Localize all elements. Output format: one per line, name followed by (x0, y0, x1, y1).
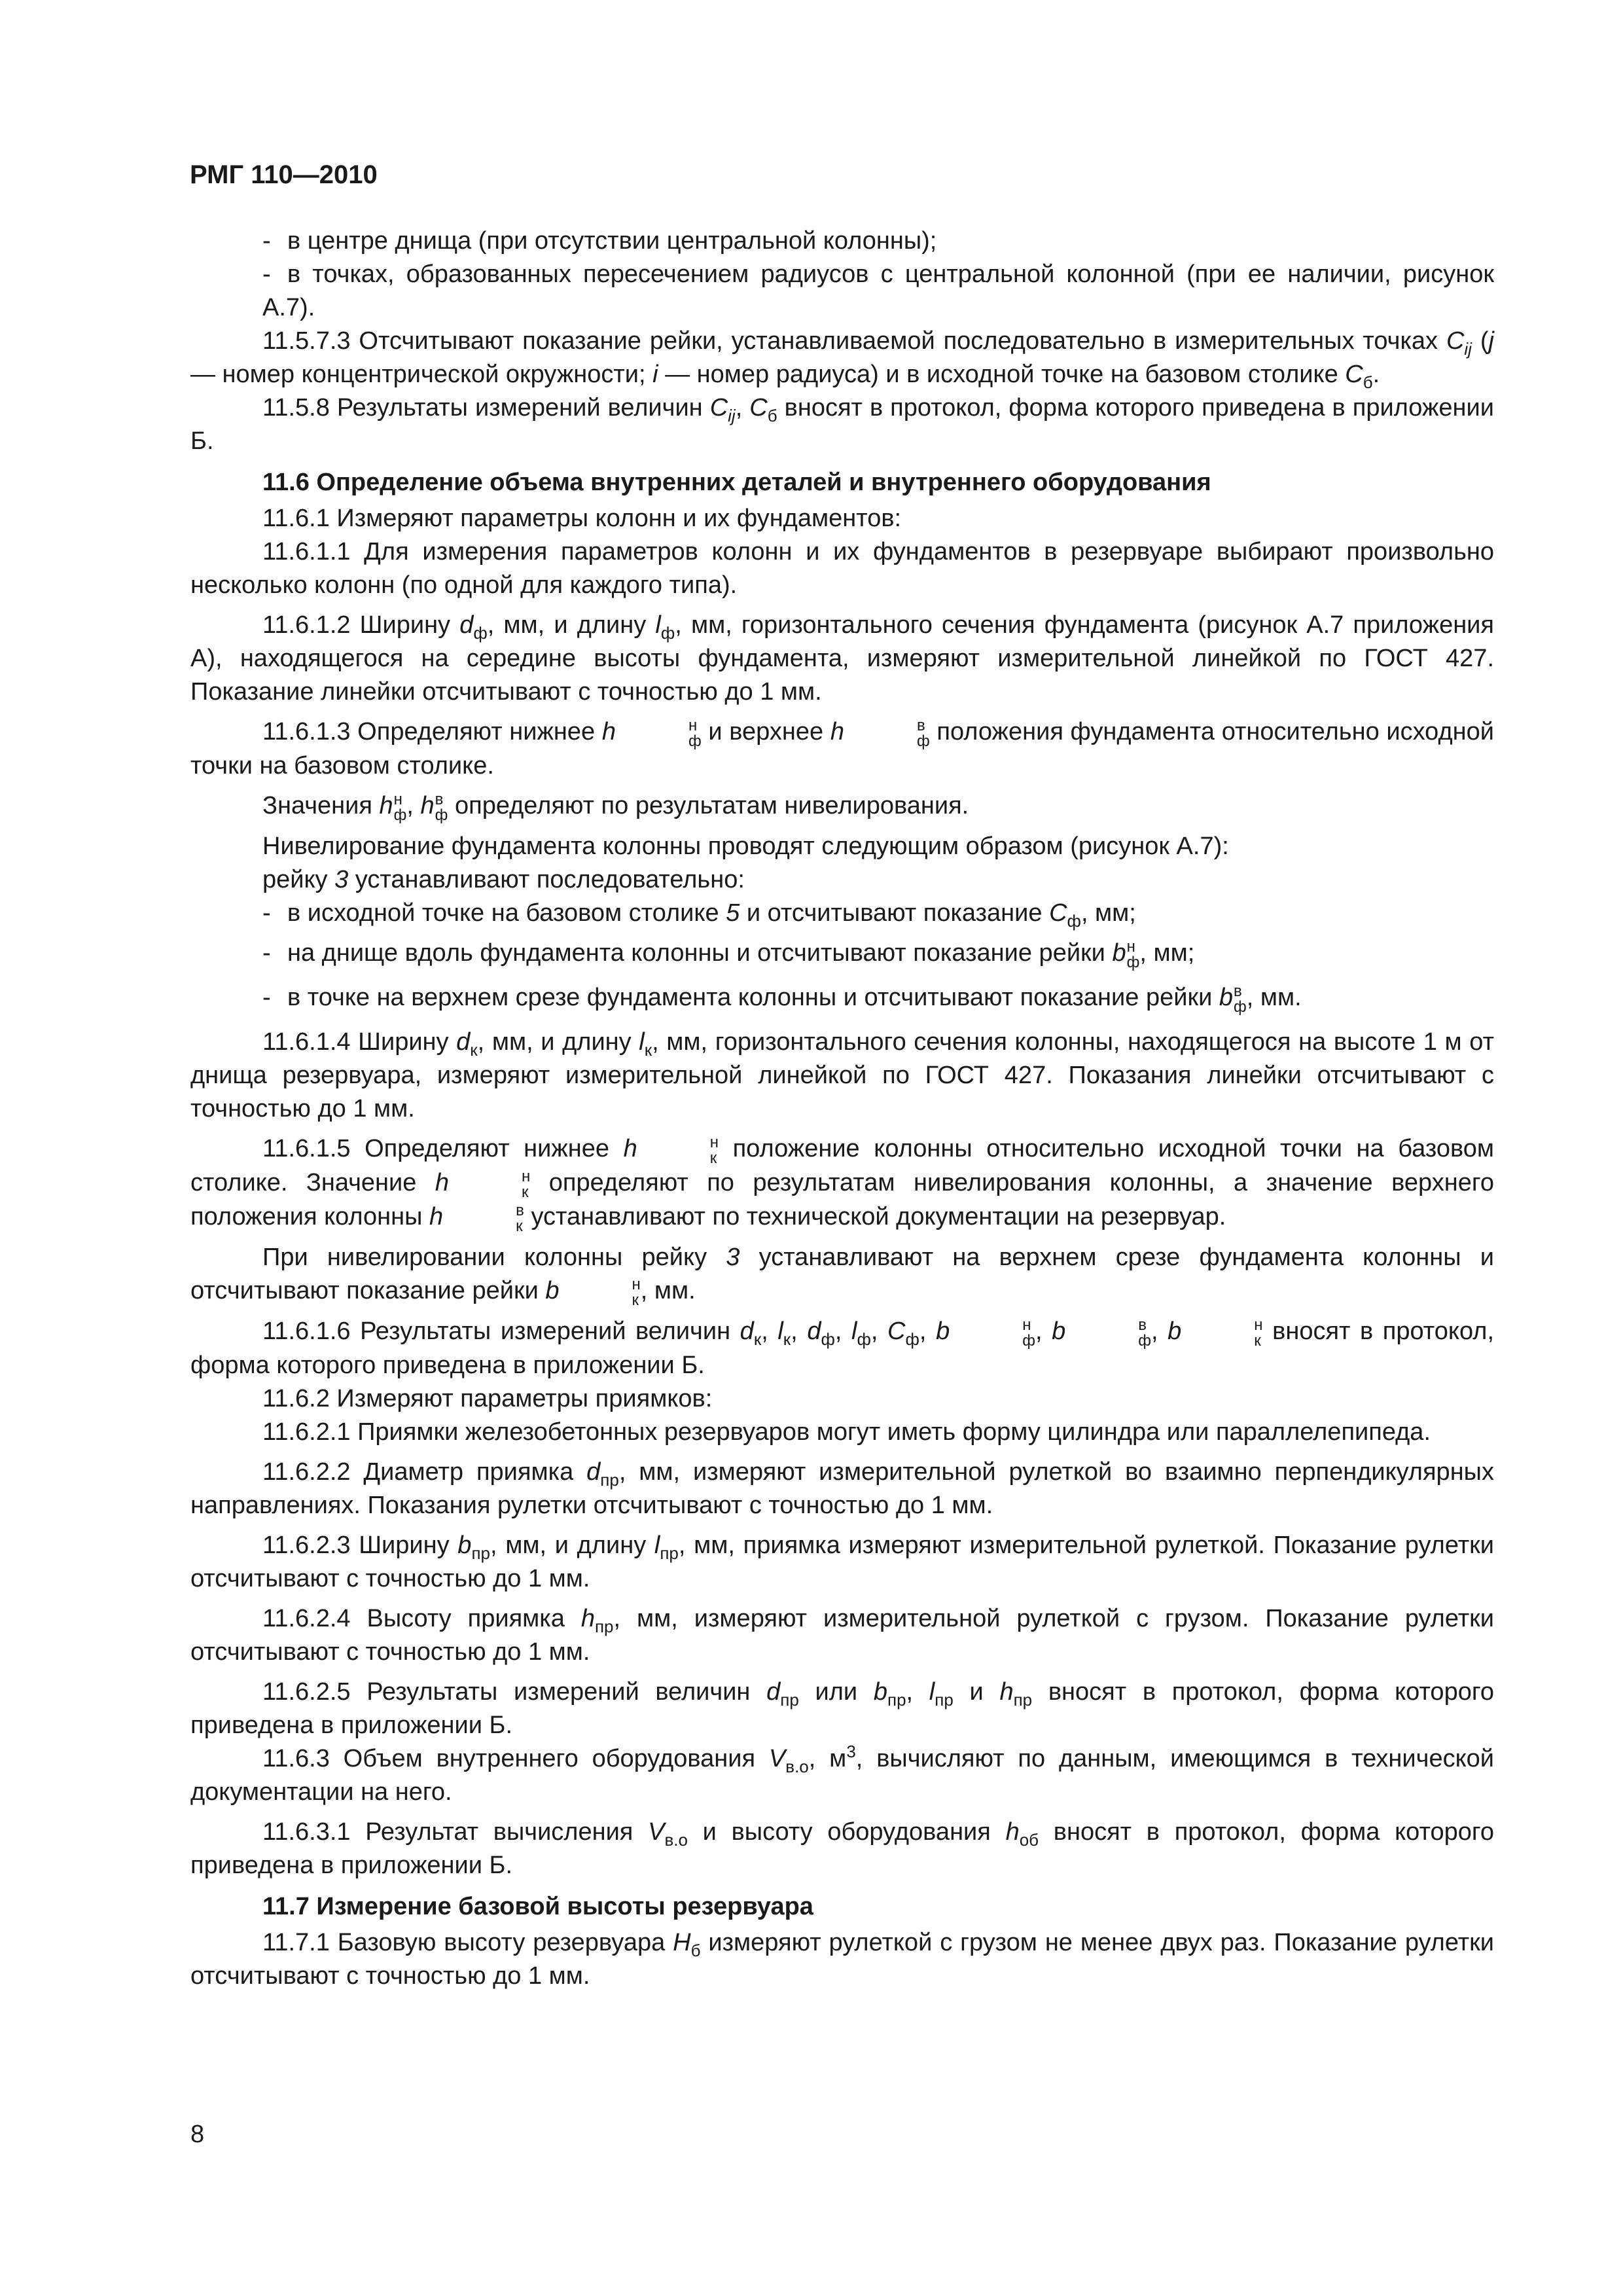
paragraph-11-6-2-4: 11.6.2.4 Высоту приямка $h_{пр}$, мм, измеряют измерительной рулеткой с грузом. Показание рулетки отсчитывают с точностью до 1 мм. (190, 1605, 1494, 1666)
paragraph-leveling: Нивелирование фундамента колонны проводят следующим образом (рисунок А.7): (262, 833, 1229, 860)
list-item-dash: - в исходной точке на базовом столике 5 и отсчитывают показание $C_ф$, мм; (262, 899, 1136, 931)
paragraph-11-6-1-2: 11.6.1.2 Ширину $d_ф$, мм, и длину $l_ф$, мм, горизонтального сечения фундамента (рисунок А.7 приложения А), находящегося на середине высоты фундамента, измеряют измерительной линейкой по ГОСТ 427. Показание линейки отсчитывают с точностью до 1 мм. (190, 611, 1494, 706)
paragraph-11-6-2-5: 11.6.2.5 Результаты измерений величин $d_{пр}$ или $b_{пр}$, $l_{пр}$ и $h_{пр}$ вносят в протокол, форма которого приведена в приложении Б. (190, 1678, 1494, 1739)
paragraph-11-6-1: 11.6.1 Измеряют параметры колонн и их фундаментов: (262, 505, 902, 532)
paragraph-11-6-2-2: 11.6.2.2 Диаметр приямка $d_{пр}$, мм, измеряют измерительной рулеткой во взаимно перпендикулярных направлениях. Показания рулетки отсчитывают с точностью до 1 мм. (190, 1458, 1494, 1519)
paragraph-11-6-1-5: 11.6.1.5 Определяют нижнее h н к положение колонны относительно исходной точки на базовом столике. Значение h н к определяют по результатам нивелирования колонны, а значение верхнего положения колонны h в к устанавливают по технической документации на резервуар. (190, 1134, 1494, 1235)
paragraph-11-6-1-3: 11.6.1.3 Определяют нижнее h н ф и верхнее h в ф положения фундамента относительно исходной точки на базовом столике. (190, 717, 1494, 780)
list-item-dash: - в центре днища (при отсутствии центральной колонны); (262, 227, 937, 255)
document-id-header: РМГ 110—2010 (190, 160, 378, 189)
paragraph-11-6-2: 11.6.2 Измеряют параметры приямков: (262, 1385, 713, 1412)
paragraph-11-6-3-1: 11.6.3.1 Результат вычисления $V_{в.о}$ и высоту оборудования $h_{об}$ вносят в протокол, форма которого приведена в приложении Б. (190, 1818, 1494, 1879)
paragraph-11-6-2-1: 11.6.2.1 Приямки железобетонных резервуаров могут иметь форму цилиндра или параллелепипеда. (262, 1418, 1431, 1446)
paragraph-11-6-2-3: 11.6.2.3 Ширину $b_{пр}$, мм, и длину $l_{пр}$, мм, приямка измеряют измерительной рулеткой. Показание рулетки отсчитывают с точностью до 1 мм. (190, 1532, 1494, 1592)
paragraph-11-6-3: 11.6.3 Объем внутреннего оборудования $V_{в.о}$, $м^3$, вычисляют по данным, имеющимся в технической документации на него. (190, 1742, 1494, 1806)
list-item-dash: - в точке на верхнем срезе фундамента колонны и отсчитывают показание рейки b в ф , мм. (262, 982, 1302, 1016)
paragraph-11-7-1: 11.7.1 Базовую высоту резервуара $H_б$ измеряют рулеткой с грузом не менее двух раз. Показание рулетки отсчитывают с точностью до 1 мм. (190, 1929, 1494, 1990)
section-heading-11-7: 11.7 Измерение базовой высоты резервуара (262, 1893, 813, 1920)
list-item-dash: - на днище вдоль фундамента колонны и отсчитывают показание рейки b н ф , мм; (262, 938, 1195, 971)
paragraph-11-5-7-3: 11.5.7.3 Отсчитывают показание рейки, устанавливаемой последовательно в измерительных точках $C_{ij}$ (j — номер концентрической окружности; i — номер радиуса) и в исходной точке на базовом столике $C_б$. (190, 327, 1494, 392)
paragraph-11-6-1-1: 11.6.1.1 Для измерения параметров колонн и их фундаментов в резервуаре выбирают произвольно несколько колонн (по одной для каждого типа). (190, 538, 1494, 599)
section-heading-11-6: 11.6 Определение объема внутренних деталей и внутреннего оборудования (262, 469, 1211, 496)
list-item-dash: - в точках, образованных пересечением радиусов с центральной колонной (при ее наличии, рисунок А.7). (262, 260, 1494, 321)
paragraph-11-6-1-6: 11.6.1.6 Результаты измерений величин $d_к$, $l_к$, $d_ф$, $l_ф$, $C_ф$, b н ф , b в ф , b н к вносят в протокол, форма которого приведена в приложении Б. (190, 1316, 1495, 1379)
paragraph-11-6-1-4: 11.6.1.4 Ширину $d_к$, мм, и длину $l_к$, мм, горизонтального сечения колонны, находящегося на высоте 1 м от днища резервуара, измеряют измерительной линейкой по ГОСТ 427. Показания линейки отсчитывают с точностью до 1 мм. (190, 1028, 1494, 1122)
paragraph-rod-order: рейку 3 устанавливают последовательно: (262, 866, 745, 893)
paragraph-column-leveling: При нивелировании колонны рейку 3 устанавливают на верхнем срезе фундамента колонны и отсчитывают показание рейки b н к , мм. (190, 1244, 1494, 1309)
page-number: 8 (190, 2121, 205, 2148)
document-body (190, 224, 1494, 1993)
paragraph-values-note: Значения h н ф , h в ф определяют по результатам нивелирования. (262, 791, 969, 824)
paragraph-11-5-8: 11.5.8 Результаты измерений величин $C_{ij}$, $C_б$ вносят в протокол, форма которого приведена в приложении Б. (190, 394, 1494, 455)
